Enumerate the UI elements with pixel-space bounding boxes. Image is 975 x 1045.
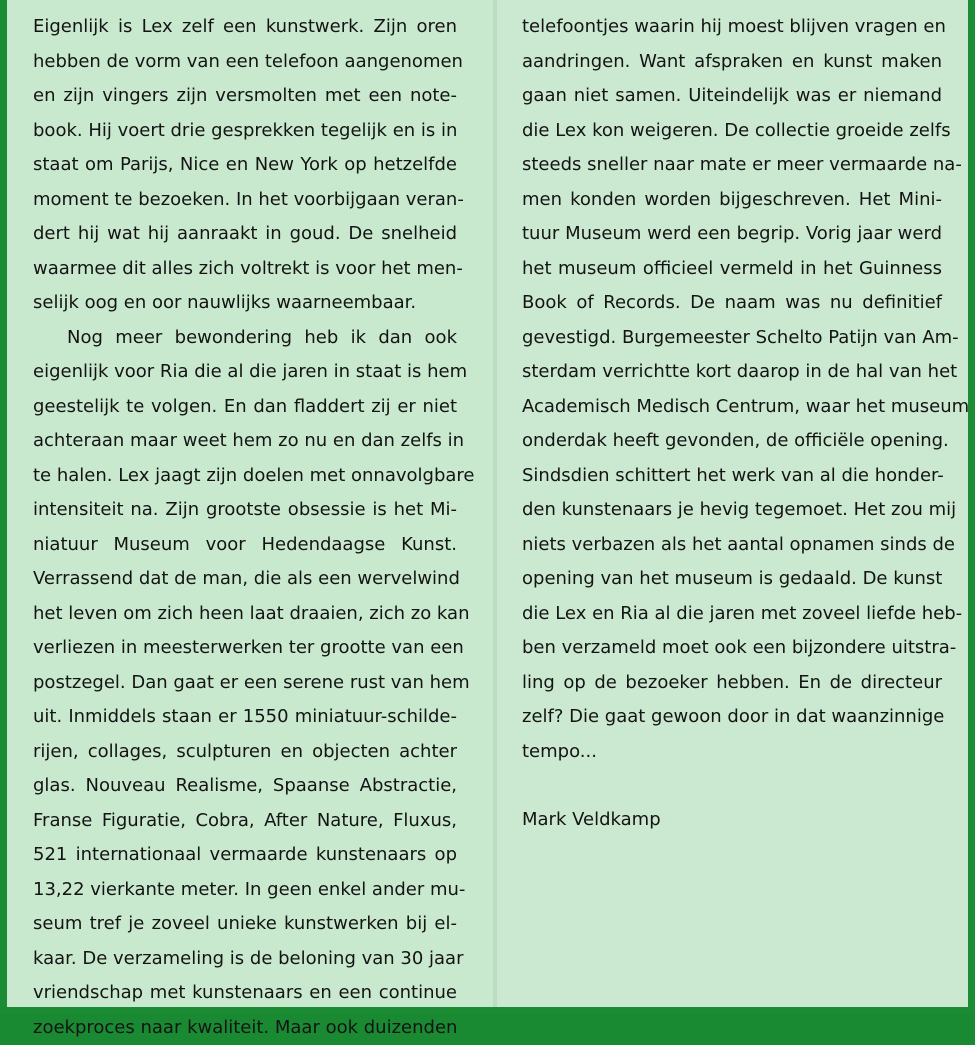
- text-line: den kunstenaars je hevig tegemoet. Het zou mij: [522, 493, 942, 528]
- text-line: Franse Figuratie, Cobra, After Nature, Fluxus,: [33, 804, 457, 839]
- text-line: gaan niet samen. Uiteindelijk was er niemand: [522, 79, 942, 114]
- text-line: vriendschap met kunstenaars en een continue: [33, 976, 457, 1011]
- text-line: hebben de vorm van een telefoon aangenomen: [33, 45, 457, 80]
- text-line: aandringen. Want afspraken en kunst maken: [522, 45, 942, 80]
- text-line: seum tref je zoveel unieke kunstwerken bij el-: [33, 907, 457, 942]
- text-line: gevestigd. Burgemeester Schelto Patijn van Am-: [522, 321, 942, 356]
- text-line: het leven om zich heen laat draaien, zich zo kan: [33, 597, 457, 632]
- text-line: ling op de bezoeker hebben. En de directeur: [522, 666, 942, 701]
- text-line: het museum officieel vermeld in het Guinness: [522, 252, 942, 287]
- text-line: uit. Inmiddels staan er 1550 miniatuur-schilde-: [33, 700, 457, 735]
- text-line: niatuur Museum voor Hedendaagse Kunst.: [33, 528, 457, 563]
- text-line: staat om Parijs, Nice en New York op hetzelfde: [33, 148, 457, 183]
- text-line: dert hij wat hij aanraakt in goud. De snelheid: [33, 217, 457, 252]
- text-line: tuur Museum werd een begrip. Vorig jaar werd: [522, 217, 942, 252]
- text-line: telefoontjes waarin hij moest blijven vragen en: [522, 10, 942, 45]
- text-line: en zijn vingers zijn versmolten met een note-: [33, 79, 457, 114]
- text-line: opening van het museum is gedaald. De kunst: [522, 562, 942, 597]
- right-text-column: [497, 0, 968, 1007]
- text-line: die Lex kon weigeren. De collectie groeide zelfs: [522, 114, 942, 149]
- text-line: moment te bezoeken. In het voorbijgaan veran-: [33, 183, 457, 218]
- text-line: verliezen in meesterwerken ter grootte van een: [33, 631, 457, 666]
- text-line: die Lex en Ria al die jaren met zoveel liefde heb-: [522, 597, 942, 632]
- text-line: tempo...: [522, 735, 942, 770]
- text-line: waarmee dit alles zich voltrekt is voor het men-: [33, 252, 457, 287]
- text-line: 13,22 vierkante meter. In geen enkel ander mu-: [33, 873, 457, 908]
- text-line: Eigenlijk is Lex zelf een kunstwerk. Zijn oren: [33, 10, 457, 45]
- text-line: zelf? Die gaat gewoon door in dat waanzinnige: [522, 700, 942, 735]
- text-line: te halen. Lex jaagt zijn doelen met onnavolgbare: [33, 459, 457, 494]
- paragraph-1: [33, 10, 457, 321]
- text-line: ben verzameld moet ook een bijzondere uitstra-: [522, 631, 942, 666]
- text-line: Academisch Medisch Centrum, waar het museum: [522, 390, 942, 425]
- text-line: selijk oog en oor nauwlijks waarneembaar.: [33, 286, 457, 321]
- text-line: 521 internationaal vermaarde kunstenaars op: [33, 838, 457, 873]
- paragraph-3: [522, 10, 942, 769]
- text-line: men konden worden bijgeschreven. Het Mini-: [522, 183, 942, 218]
- text-line: Sindsdien schittert het werk van al die honder-: [522, 459, 942, 494]
- text-line: geestelijk te volgen. En dan fladdert zij er niet: [33, 390, 457, 425]
- text-line: eigenlijk voor Ria die al die jaren in staat is hem: [33, 355, 457, 390]
- text-line: steeds sneller naar mate er meer vermaarde na-: [522, 148, 942, 183]
- text-line: niets verbazen als het aantal opnamen sinds de: [522, 528, 942, 563]
- text-line: glas. Nouveau Realisme, Spaanse Abstractie,: [33, 769, 457, 804]
- text-line: intensiteit na. Zijn grootste obsessie is het Mi-: [33, 493, 457, 528]
- text-line: Book of Records. De naam was nu definitief: [522, 286, 942, 321]
- author-signature: Mark Veldkamp: [522, 803, 942, 838]
- text-line: postzegel. Dan gaat er een serene rust van hem: [33, 666, 457, 701]
- text-line: onderdak heeft gevonden, de officiële opening.: [522, 424, 942, 459]
- text-line: rijen, collages, sculpturen en objecten achter: [33, 735, 457, 770]
- text-line: Verrassend dat de man, die als een wervelwind: [33, 562, 457, 597]
- text-line: kaar. De verzameling is de beloning van 30 jaar: [33, 942, 457, 977]
- text-line: zoekproces naar kwaliteit. Maar ook duizenden: [33, 1011, 457, 1045]
- paragraph-2: [33, 321, 457, 1045]
- text-line: book. Hij voert drie gesprekken tegelijk en is in: [33, 114, 457, 149]
- text-line: achteraan maar weet hem zo nu en dan zelfs in: [33, 424, 457, 459]
- text-line: Nog meer bewondering heb ik dan ook: [33, 321, 457, 356]
- text-line: sterdam verrichtte kort daarop in de hal van het: [522, 355, 942, 390]
- left-text-column: [7, 0, 493, 1007]
